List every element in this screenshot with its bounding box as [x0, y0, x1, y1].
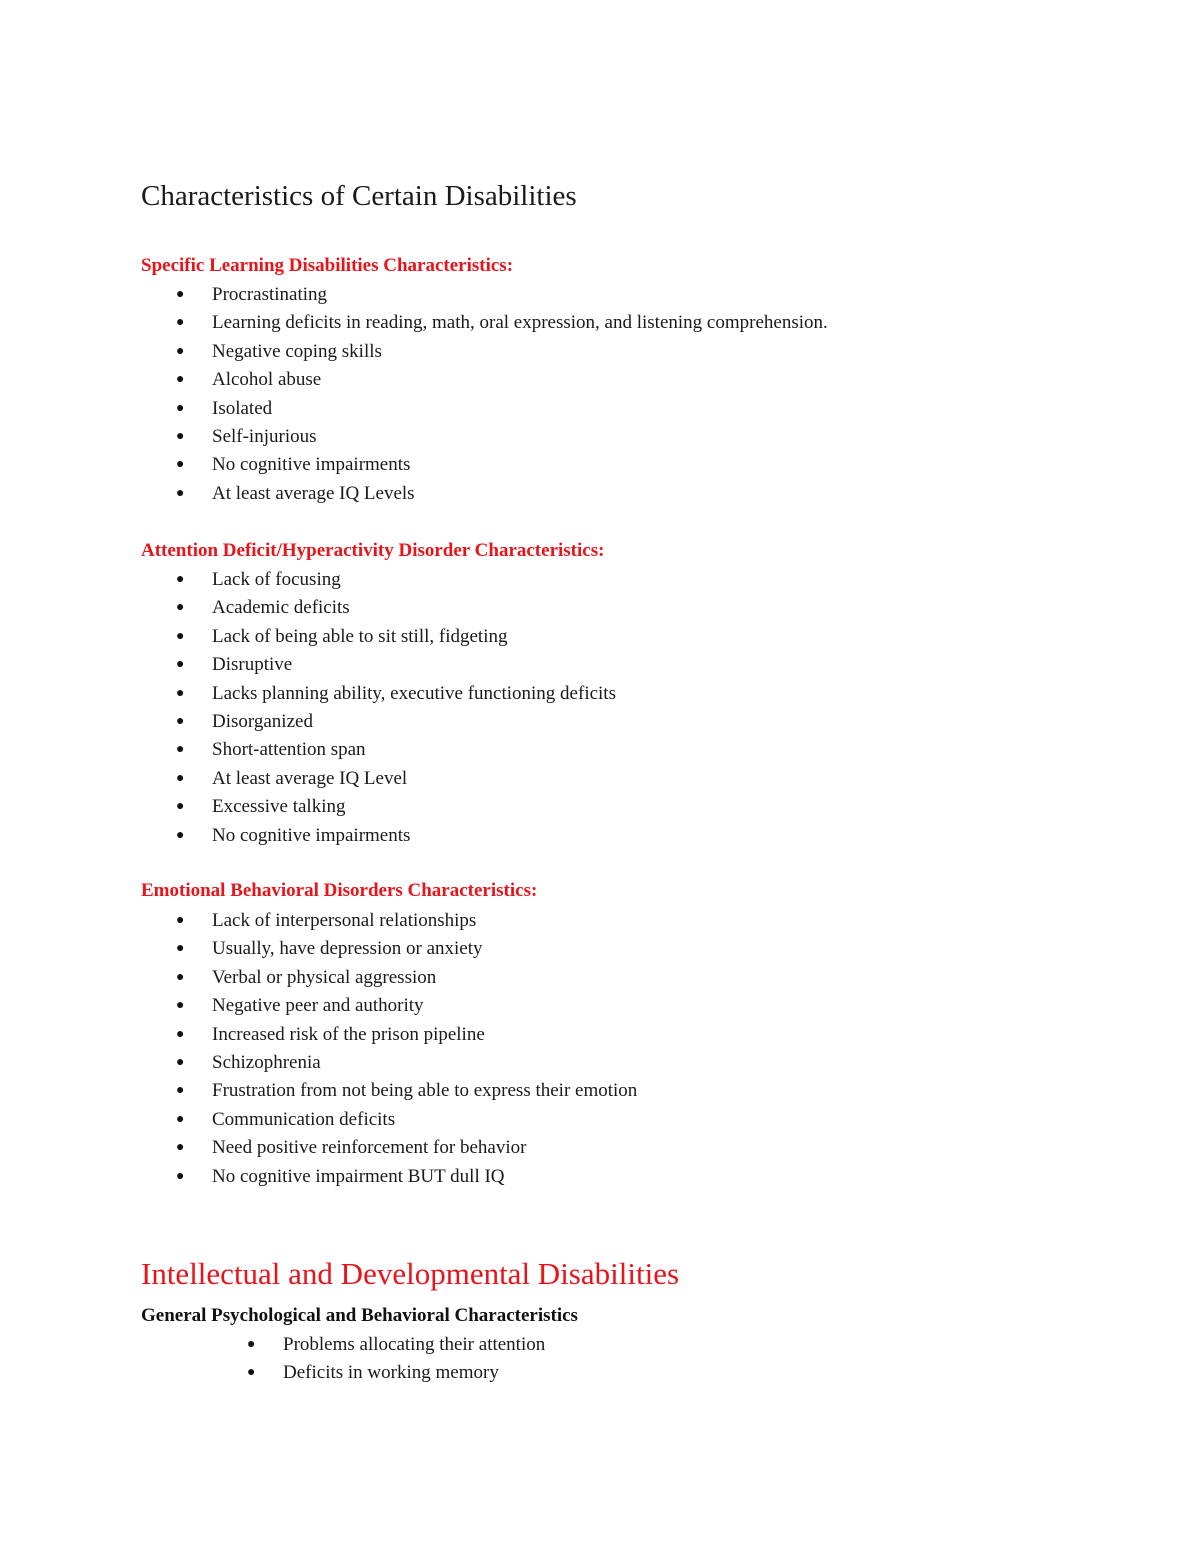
list-item: [0, 1163, 1100, 1191]
list-item-text: Lack of focusing: [212, 569, 341, 590]
bullet-icon: ●: [176, 742, 185, 758]
list-item: [0, 964, 1100, 992]
bullet-icon: ●: [176, 657, 185, 673]
list-item-text: Verbal or physical aggression: [212, 966, 437, 988]
list-item: [0, 992, 1100, 1020]
list-item-text: Academic deficits: [212, 597, 350, 619]
bullet-icon: ●: [176, 400, 185, 416]
list-item: [0, 1049, 1100, 1077]
list-item-text: Increased risk of the prison pipeline: [212, 1023, 485, 1045]
list-item-text: Negative peer and authority: [212, 995, 424, 1017]
list-item: [0, 736, 1100, 764]
bullet-icon: ●: [176, 628, 185, 644]
bullet-icon: ●: [176, 343, 185, 359]
bullet-icon: ●: [176, 1140, 185, 1156]
list-item: [0, 281, 1100, 309]
list-item: [0, 907, 1100, 935]
bullet-icon: ●: [176, 941, 185, 957]
list-item: [0, 1331, 1100, 1359]
bullet-icon: ●: [176, 1168, 185, 1184]
bullet-icon: ●: [176, 685, 185, 701]
list-item-text: Excessive talking: [212, 796, 346, 818]
list-item: [0, 623, 1100, 651]
list-item-text: No cognitive impairments: [212, 454, 411, 476]
list-item-text: Short-attention span: [212, 739, 366, 761]
list-item: [0, 338, 1100, 366]
list-item: [0, 1359, 1100, 1387]
list-item: [0, 708, 1100, 736]
list-item-text: Lack of being able to sit still, fidgeting: [212, 625, 508, 647]
list-item-text: Deficits in working memory: [283, 1362, 499, 1384]
bullet-icon: ●: [176, 827, 185, 843]
list-item: [0, 594, 1100, 622]
list-item-text: Disorganized: [212, 710, 313, 732]
bullet-icon: ●: [176, 457, 185, 473]
list-item: [0, 1106, 1100, 1134]
list-item-text: Communication deficits: [212, 1108, 396, 1130]
list-item-text: Negative coping skills: [212, 340, 382, 362]
list-item-text: Frustration from not being able to express their emotion: [212, 1080, 638, 1102]
list-item-text: Lacks planning ability, executive functioning deficits: [212, 682, 616, 704]
list-item-text: At least average IQ Levels: [212, 482, 415, 504]
list-item-text: Disruptive: [212, 654, 293, 676]
list-item: [0, 480, 1100, 508]
list-item: [0, 822, 1100, 850]
list-item: [0, 566, 1100, 594]
list-item-text: Procrastinating: [212, 284, 328, 305]
list-item: [0, 1021, 1100, 1049]
bullet-icon: ●: [176, 372, 185, 388]
list-item-text: Usually, have depression or anxiety: [212, 938, 483, 960]
list-item-text: Need positive reinforcement for behavior: [212, 1137, 527, 1159]
sld-list: [0, 281, 1100, 508]
list-item-text: Self-injurious: [212, 425, 317, 447]
bullet-icon: ●: [176, 1083, 185, 1099]
list-item: [0, 765, 1100, 793]
list-item: [0, 395, 1100, 423]
bullet-icon: ●: [176, 600, 185, 616]
bullet-icon: ●: [247, 1337, 256, 1352]
list-item-text: Lack of interpersonal relationships: [212, 910, 477, 931]
page-title: Characteristics of Certain Disabilities: [141, 180, 577, 212]
list-item: [0, 309, 1100, 337]
list-item: [0, 451, 1100, 479]
subheading-general-characteristics: General Psychological and Behavioral Characteristics: [141, 1305, 578, 1326]
bullet-icon: ●: [176, 1111, 185, 1127]
list-item: [0, 423, 1100, 451]
adhd-list: [0, 566, 1100, 850]
bullet-icon: ●: [176, 913, 185, 928]
bullet-icon: ●: [176, 572, 185, 587]
bullet-icon: ●: [176, 969, 185, 985]
bullet-icon: ●: [176, 485, 185, 501]
list-item-text: Problems allocating their attention: [283, 1334, 546, 1355]
bullet-icon: ●: [176, 428, 185, 444]
section-heading-idd: Intellectual and Developmental Disabilities: [141, 1256, 680, 1291]
list-item: [0, 1134, 1100, 1162]
bullet-icon: ●: [247, 1365, 256, 1381]
section-heading-sld: Specific Learning Disabilities Characteristics:: [141, 255, 514, 276]
list-item-text: Alcohol abuse: [212, 369, 322, 391]
list-item-text: No cognitive impairment BUT dull IQ: [212, 1165, 505, 1187]
list-item: [0, 793, 1100, 821]
bullet-icon: ●: [176, 799, 185, 815]
list-item: [0, 366, 1100, 394]
ebd-list: [0, 907, 1100, 1191]
bullet-icon: ●: [176, 1026, 185, 1042]
list-item: [0, 651, 1100, 679]
bullet-icon: ●: [176, 713, 185, 729]
list-item-text: No cognitive impairments: [212, 824, 411, 846]
idd-list: [0, 1331, 1100, 1388]
bullet-icon: ●: [176, 1054, 185, 1070]
bullet-icon: ●: [176, 287, 185, 302]
list-item: [0, 1077, 1100, 1105]
list-item-text: Learning deficits in reading, math, oral expression, and listening comprehension.: [212, 312, 828, 334]
list-item-text: Isolated: [212, 397, 273, 419]
list-item: [0, 680, 1100, 708]
list-item-text: Schizophrenia: [212, 1051, 321, 1073]
section-heading-ebd: Emotional Behavioral Disorders Characteristics:: [141, 880, 538, 901]
bullet-icon: ●: [176, 315, 185, 331]
bullet-icon: ●: [176, 770, 185, 786]
list-item: [0, 935, 1100, 963]
section-heading-adhd: Attention Deficit/Hyperactivity Disorder Characteristics:: [141, 540, 605, 561]
list-item-text: At least average IQ Level: [212, 767, 408, 789]
bullet-icon: ●: [176, 998, 185, 1014]
